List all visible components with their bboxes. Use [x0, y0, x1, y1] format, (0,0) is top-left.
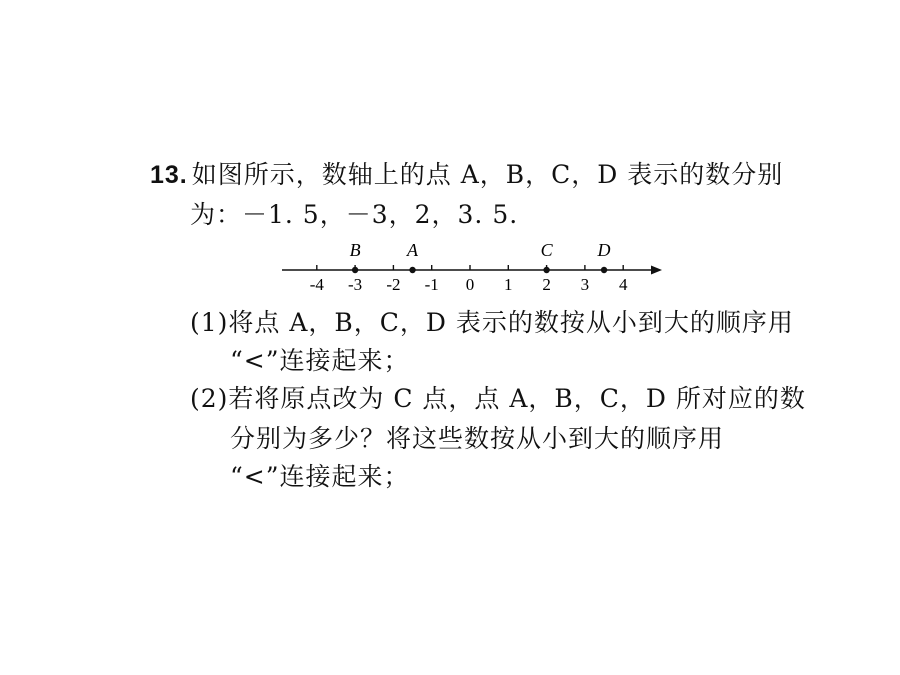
- tick-label: 0: [465, 275, 475, 294]
- point-d-dot: [601, 267, 607, 273]
- question-number: 13.: [150, 161, 188, 189]
- point-a-label: A: [407, 240, 419, 260]
- point-group: [350, 240, 611, 273]
- part2-line-3: “<”连接起来；: [230, 462, 410, 491]
- tick-label: -3: [348, 275, 363, 294]
- part1-line-2: “<”连接起来；: [230, 346, 410, 375]
- problem-line-1: [150, 160, 783, 190]
- problem-text-1: 如图所示，数轴上的点 A，B，C，D 表示的数分别: [191, 160, 784, 189]
- tick-label: -1: [424, 275, 439, 294]
- point-b-dot: [352, 267, 358, 273]
- part2-line-2: 分别为多少？将这些数按从小到大的顺序用: [230, 424, 725, 453]
- point-c-dot: [543, 267, 549, 273]
- problem-line-2: 为：－1. 5，－3，2，3. 5.: [190, 200, 519, 229]
- point-d-label: D: [597, 240, 611, 260]
- axis-arrow-icon: [651, 266, 662, 275]
- tick-label: 1: [504, 275, 513, 294]
- point-c-label: C: [540, 240, 553, 260]
- tick-label: -4: [309, 275, 324, 294]
- tick-label: 3: [580, 275, 590, 294]
- point-b-label: B: [349, 240, 361, 260]
- part2-line-1: (2)若将原点改为 C 点，点 A，B，C，D 所对应的数: [190, 384, 806, 413]
- point-a-dot: [409, 267, 415, 273]
- tick-label: -2: [386, 275, 401, 294]
- tick-label: 2: [542, 275, 551, 294]
- tick-label: 4: [618, 275, 628, 294]
- part1-line-1: (1)将点 A，B，C，D 表示的数按从小到大的顺序用: [190, 308, 794, 337]
- number-line: [270, 232, 670, 298]
